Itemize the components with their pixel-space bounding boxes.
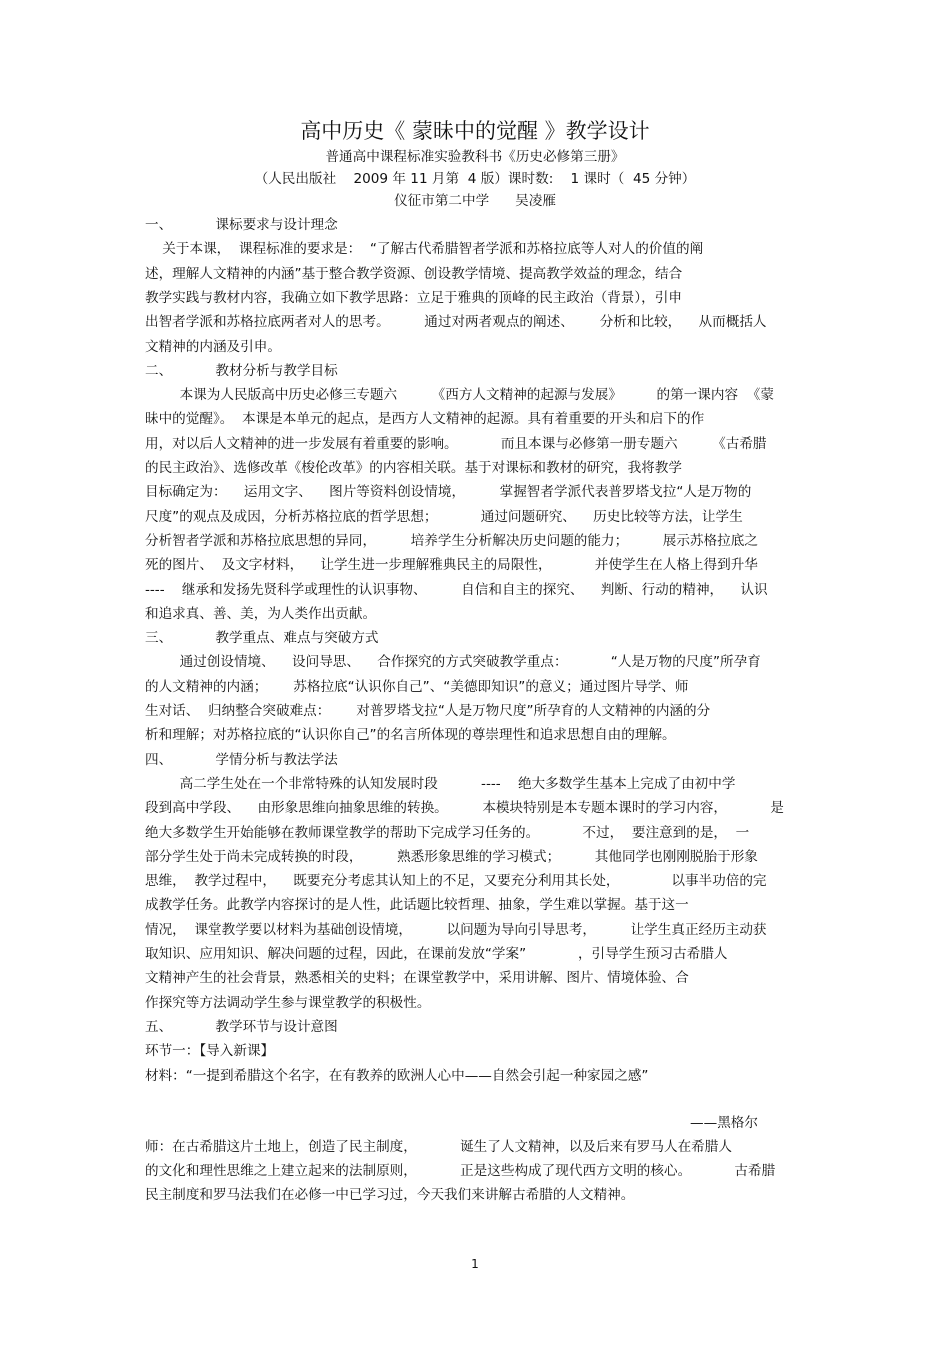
document-subtitle: 普通高中课程标准实验教科书《历史必修第三册》 <box>325 149 625 165</box>
text-line: 成教学任务。此教学内容探讨的是人性，此话题比较哲理、抽象，学生难以掌握。基于这一 <box>145 897 689 914</box>
text-line: 用，对以后人文精神的进一步发展有着重要的影响。 而且本课与必修第一册专题六 《古希腊 <box>145 435 767 452</box>
document-title: 高中历史《 蒙昧中的觉醒 》教学设计 <box>300 119 650 143</box>
text-line: 文精神产生的社会背景，熟悉相关的史料；在课堂教学中，采用讲解、图片、情境体验、合 <box>145 970 689 987</box>
text-line: 目标确定为： 运用文字、 图片等资料创设情境， 掌握智者学派代表普罗塔戈拉“人是万物的 <box>145 484 752 501</box>
text-line: 绝大多数学生开始能够在教师课堂教学的帮助下完成学习任务的。 不过， 要注意到的是， 一 <box>145 824 750 841</box>
text-line: 分析智者学派和苏格拉底思想的异同， 培养学生分析解决历史问题的能力； 展示苏格拉底之 <box>145 532 758 549</box>
text-line: 教学实践与教材内容，我确立如下教学思路：立足于雅典的顶峰的民主政治（背景），引申 <box>145 289 682 306</box>
text-line: 文精神的内涵及引申。 <box>145 338 281 355</box>
text-line: 的人文精神的内涵； 苏格拉底“认识你自己”、“美德即知识”的意义；通过图片导学、师 <box>145 678 689 695</box>
text-line: 材料：“一提到希腊这个名字，在有教养的欧洲人心中——自然会引起一种家园之感” <box>145 1067 649 1084</box>
text-line: 一、 课标要求与设计理念 <box>145 217 338 233</box>
text-line: 关于本课， 课程标准的要求是： “了解古代希腊智者学派和苏格拉底等人对人的价值的阐 <box>145 241 704 258</box>
text-line: 思维， 教学过程中， 既要充分考虑其认知上的不足，又要充分利用其长处， 以事半功倍的完 <box>145 873 767 890</box>
text-line: 民主制度和罗马法我们在必修一中已学习过，今天我们来讲解古希腊的人文精神。 <box>145 1187 635 1203</box>
text-line: 三、 教学重点、难点与突破方式 <box>145 630 379 647</box>
text-line: 出智者学派和苏格拉底两者对人的思考。 通过对两者观点的阐述、 分析和比较， 从而概括人 <box>145 314 767 331</box>
text-line: 环节一：【导入新课】 <box>145 1043 275 1060</box>
text-line: 析和理解；对苏格拉底的“认识你自己”的名言所体现的尊崇理性和追求思想自由的理解。 <box>145 727 676 744</box>
text-line: 四、 学情分析与教法学法 <box>145 751 338 768</box>
page-number: 1 <box>471 1257 479 1271</box>
quote-attribution: ——黑格尔 <box>690 1115 758 1131</box>
text-line: 情况， 课堂教学要以材料为基础创设情境， 以问题为导向引导思考， 让学生真正经历主动获 <box>145 921 767 938</box>
text-line: 昧中的觉醒》。 本课是本单元的起点，是西方人文精神的起源。具有着重要的开头和启下的作 <box>145 411 705 428</box>
text-line: 尺度”的观点及成因，分析苏格拉底的哲学思想； 通过问题研究、 历史比较等方法，让学生 <box>145 508 743 525</box>
publisher-info: （人民出版社 2009 年 11 月第 4 版）课时数: 1 课时（ 45 分钟） <box>254 171 696 187</box>
text-line: 通过创设情境、 设问导思、 合作探究的方式突破教学重点： “人是万物的尺度”所孕育 <box>145 654 761 671</box>
text-line: 取知识、应用知识、解决问题的过程，因此，在课前发放“学案” ，引导学生预习古希腊人 <box>145 946 728 962</box>
text-line: 五、 教学环节与设计意图 <box>145 1018 338 1035</box>
text-line: 的文化和理性思维之上建立起来的法制原则， 正是这些构成了现代西方文明的核心。 古希腊 <box>145 1163 776 1179</box>
text-line: 部分学生处于尚未完成转换的时段， 熟悉形象思维的学习模式； 其他同学也刚刚脱胎于形象 <box>145 848 758 865</box>
text-line: 师：在古希腊这片土地上，创造了民主制度， 诞生了人文精神，以及后来有罗马人在希腊人 <box>145 1139 732 1155</box>
text-line: 和追求真、善、美，为人类作出贡献。 <box>145 605 377 622</box>
author-info: 仪征市第二中学 吴凌雁 <box>394 193 556 209</box>
text-line: ---- 继承和发扬先贤科学或理性的认识事物、 自信和自主的探究、 判断、行动的精神， 认识 <box>145 581 768 598</box>
text-line: 本课为人民版高中历史必修三专题六 《西方人文精神的起源与发展》 的第一课内容 《蒙 <box>145 387 774 404</box>
text-line: 作探究等方法调动学生参与课堂教学的积极性。 <box>145 994 431 1011</box>
text-line: 高二学生处在一个非常特殊的认知发展时段 ---- 绝大多数学生基本上完成了由初中学 <box>145 775 736 792</box>
text-line: 二、 教材分析与教学目标 <box>145 362 338 379</box>
text-line: 死的图片、 及文字材料， 让学生进一步理解雅典民主的局限性， 并使学生在人格上得到升华 <box>145 557 758 574</box>
text-line: 的民主政治》、选修改革《梭伦改革》的内容相关联。基于对课标和教材的研究，我将教学 <box>145 460 682 476</box>
text-line: 段到高中学段、 由形象思维向抽象思维的转换。 本模块特别是本专题本课时的学习内容， 是 <box>145 800 784 817</box>
text-line: 生对话、 归纳整合突破难点： 对普罗塔戈拉“人是万物尺度”所孕育的人文精神的内涵的分 <box>145 703 711 719</box>
text-line: 述，理解人文精神的内涵”基于整合教学资源、创设教学情境、提高教学效益的理念，结合 <box>145 265 683 282</box>
